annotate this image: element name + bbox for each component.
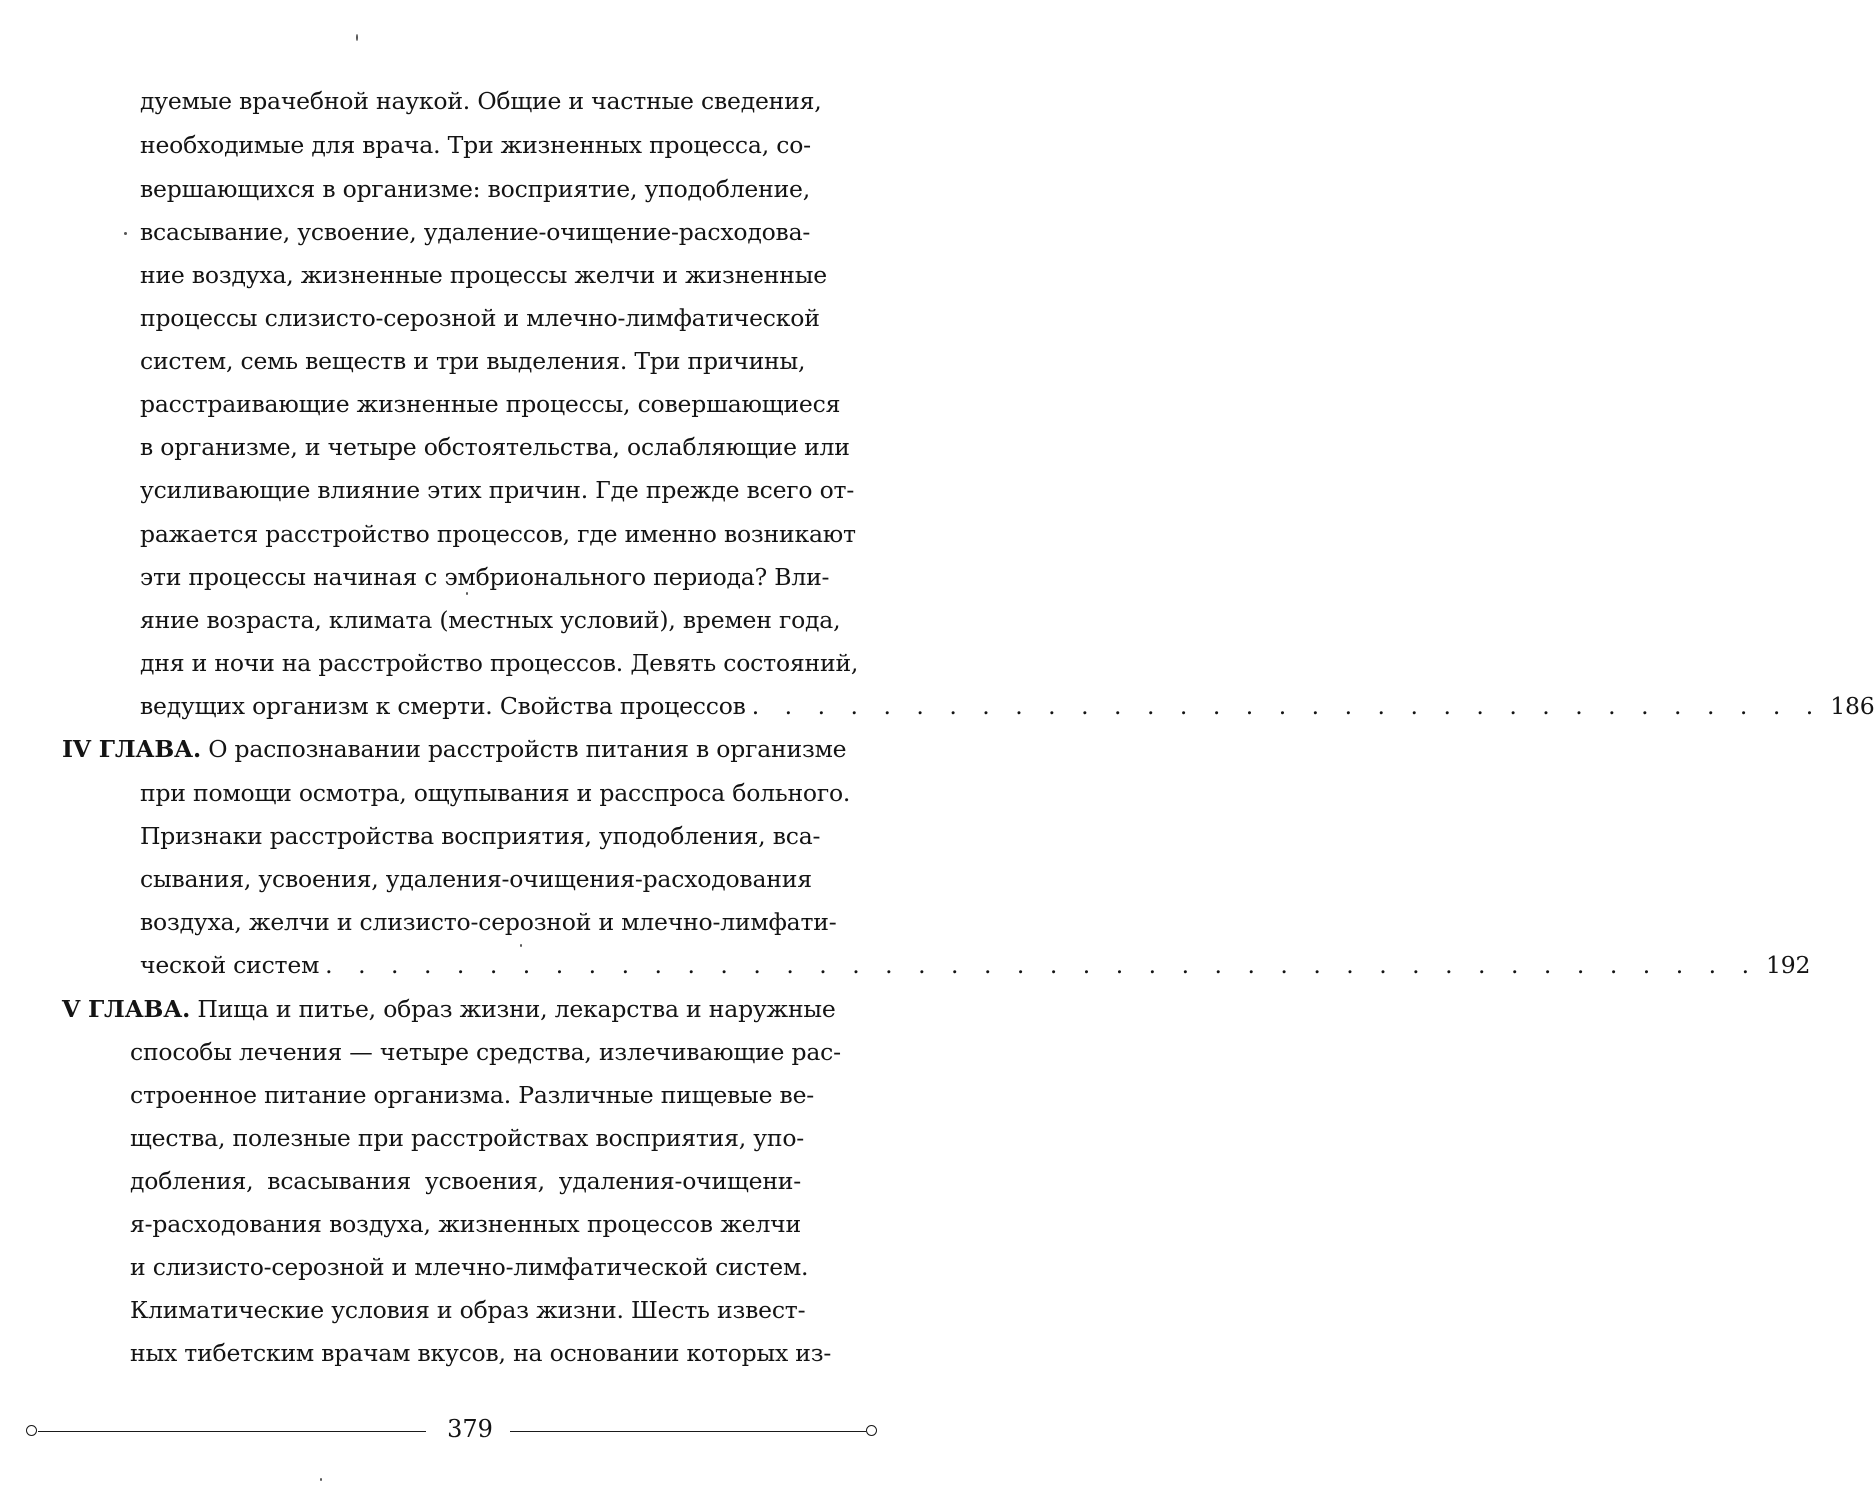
toc-line: дуемые врачебной наукой. Общие и частные сведения,: [140, 87, 822, 115]
page-footer: [0, 1410, 1000, 1450]
toc-line: щества, полезные при расстройствах восприятия, упо-: [130, 1124, 805, 1152]
toc-line: эти процессы начиная с эмбрионального периода? Вли-: [140, 563, 830, 591]
toc-line: воздуха, желчи и слизисто-серозной и млечно-лимфати-: [140, 908, 837, 936]
toc-line: ных тибетским врачам вкусов, на основании которых из-: [130, 1339, 832, 1367]
toc-line: [62, 734, 847, 764]
toc-line: расстраивающие жизненные процессы, совершающиеся: [140, 390, 841, 418]
scan-speck: [124, 232, 127, 235]
scan-speck: [320, 1478, 322, 1481]
toc-line: ражается расстройство процессов, где именно возникают: [140, 520, 856, 548]
toc-line: я-расходования воздуха, жизненных процессов желчи: [130, 1210, 801, 1238]
toc-line: систем, семь веществ и три выделения. Три причины,: [140, 347, 806, 375]
toc-line: ческой систем: [140, 951, 320, 979]
toc-line: сывания, усвоения, удаления-очищения-расходования: [140, 865, 812, 893]
toc-line: дня и ночи на расстройство процессов. Девять состояний,: [140, 649, 859, 677]
toc-line: Признаки расстройства восприятия, уподобления, вса-: [140, 822, 821, 850]
toc-line: в организме, и четыре обстоятельства, ослабляющие или: [140, 433, 850, 461]
dot-leader: . . . . . . . . . . . . . . . . . . . . . . . . . . . . . . . . .: [751, 692, 1823, 720]
toc-line: яние возраста, климата (местных условий), времен года,: [140, 606, 841, 634]
toc-line: ние воздуха, жизненные процессы желчи и жизненные: [140, 261, 827, 289]
footer-rule-right: [510, 1431, 866, 1432]
toc-page-number: 186: [1830, 692, 1875, 720]
chapter-label: IV ГЛАВА.: [62, 735, 201, 763]
toc-line: добления, всасывания усвоения, удаления-очищени-: [130, 1167, 801, 1195]
dot-leader: . . . . . . . . . . . . . . . . . . . . . . . . . . . . . . . . . . . . . . . . . . . .: [325, 951, 1759, 979]
toc-line: вершающихся в организме: восприятие, уподобление,: [140, 175, 811, 203]
chapter-label: V ГЛАВА.: [62, 995, 191, 1023]
toc-line: ведущих организм к смерти. Свойства процессов: [140, 692, 746, 720]
toc-line: усиливающие влияние этих причин. Где прежде всего от-: [140, 476, 855, 504]
toc-line: Климатические условия и образ жизни. Шесть извест-: [130, 1296, 806, 1324]
scan-speck: [466, 592, 468, 595]
page-number: 379: [447, 1415, 493, 1443]
toc-line: всасывание, усвоение, удаление-очищение-расходова-: [140, 218, 811, 246]
ornament-circle-left: [26, 1425, 37, 1436]
toc-page-number: 192: [1766, 951, 1811, 979]
chapter-title: О распознавании расстройств питания в организме: [200, 735, 847, 763]
toc-leader-line: [140, 691, 1875, 721]
toc-line: способы лечения — четыре средства, излечивающие рас-: [130, 1038, 841, 1066]
toc-line: необходимые для врача. Три жизненных процесса, со-: [140, 131, 811, 159]
footer-rule-left: [38, 1431, 426, 1432]
toc-line: и слизисто-серозной и млечно-лимфатической систем.: [130, 1253, 809, 1281]
ornament-circle-right: [866, 1425, 877, 1436]
chapter-title: Пища и питье, образ жизни, лекарства и наружные: [190, 995, 836, 1023]
toc-line: [62, 994, 836, 1024]
toc-leader-line: [140, 950, 1811, 980]
toc-line: процессы слизисто-серозной и млечно-лимфатической: [140, 304, 820, 332]
toc-line: при помощи осмотра, ощупывания и расспроса больного.: [140, 779, 851, 807]
scan-speck: [356, 34, 358, 41]
scan-speck: [520, 944, 522, 947]
toc-line: строенное питание организма. Различные пищевые ве-: [130, 1081, 815, 1109]
